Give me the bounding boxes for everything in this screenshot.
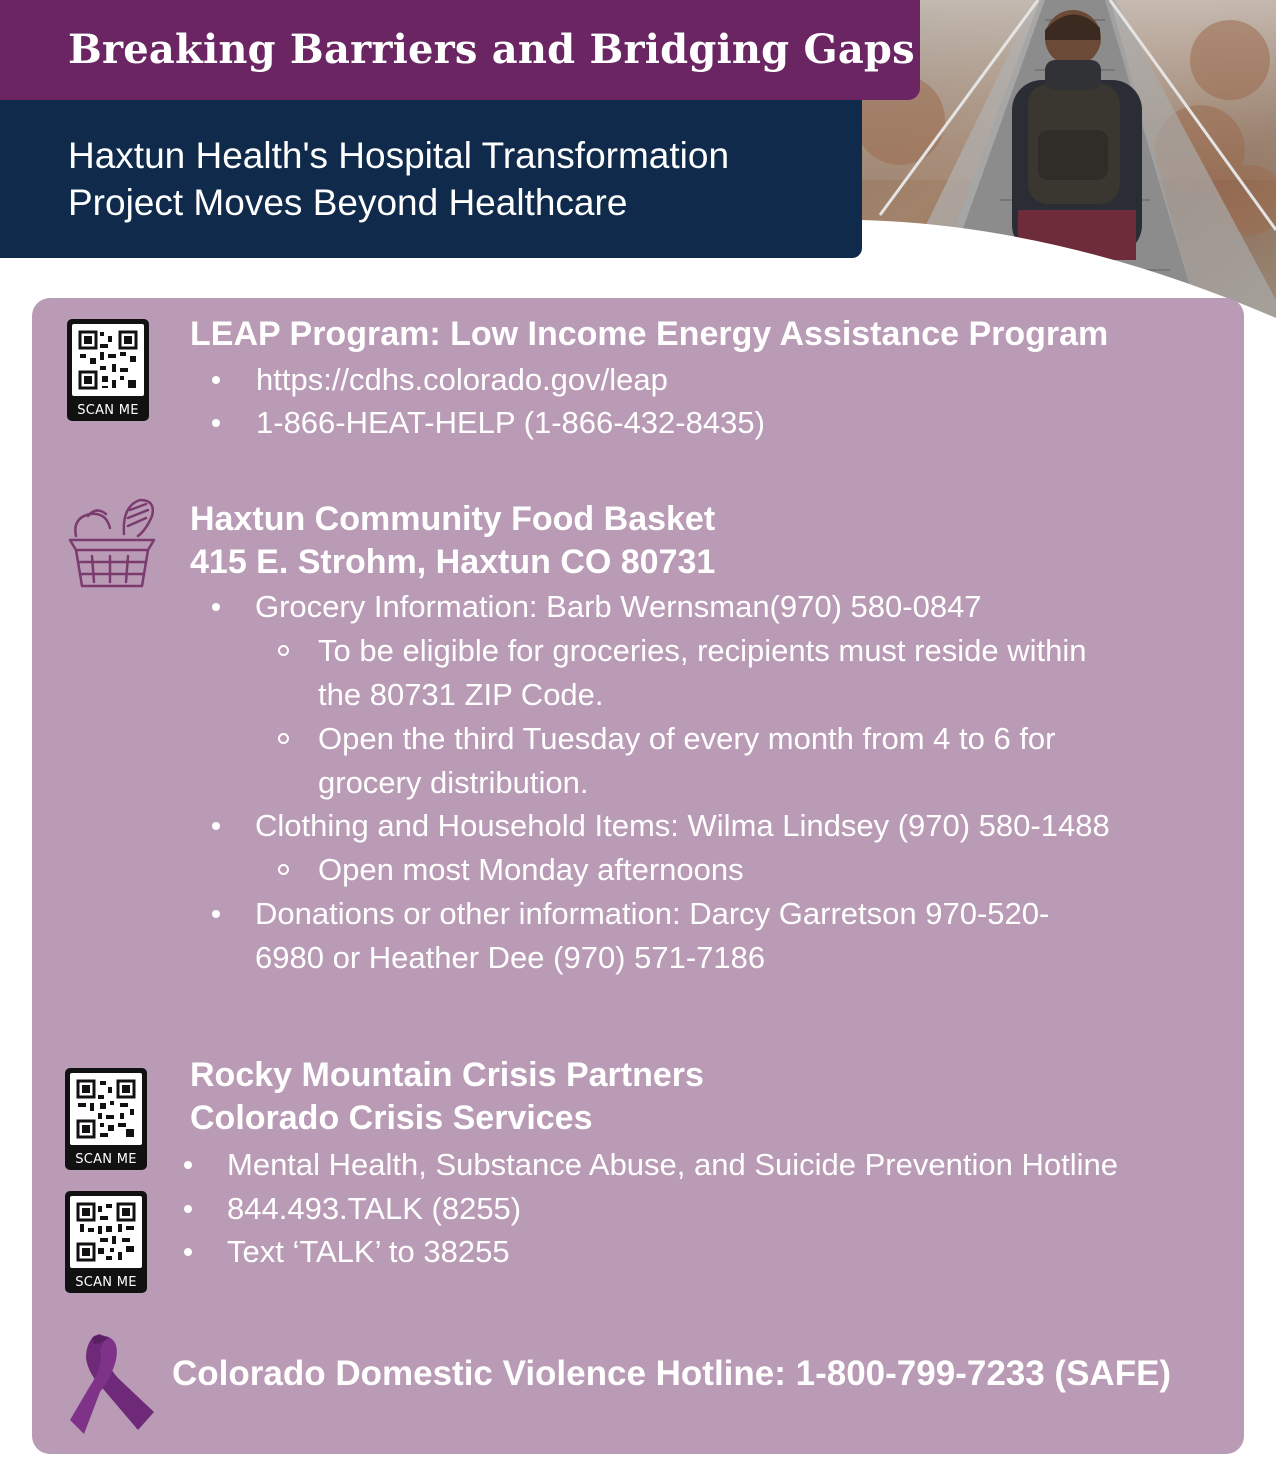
page-title: Breaking Barriers and Bridging Gaps (68, 26, 915, 73)
food-basket-icon (66, 496, 158, 594)
bullet-dot (184, 1248, 192, 1256)
bullet-dot (212, 419, 220, 427)
domestic-violence-hotline: Colorado Domestic Violence Hotline: 1-800-799-7233 (SAFE) (172, 1354, 1172, 1393)
subtitle-banner (0, 100, 862, 258)
qr-scan-label: SCAN ME (77, 403, 139, 418)
crisis-qr-code-1[interactable] (65, 1068, 147, 1170)
leap-phone-text: 1-866-HEAT-HELP (1-866-432-8435) (256, 405, 765, 440)
bullet-dot (184, 1205, 192, 1213)
bullet-dot (212, 822, 220, 830)
food-basket-title: Haxtun Community Food Basket (190, 500, 716, 538)
leap-website-link[interactable]: https://cdhs.colorado.gov/leap (256, 362, 668, 397)
subtitle-line-2: Project Moves Beyond Healthcare (68, 182, 628, 223)
sub-bullet-ring (278, 864, 289, 875)
subtitle-line-1: Haxtun Health's Hospital Transformation (68, 135, 730, 176)
donations-line-2: 6980 or Heather Dee (970) 571-7186 (255, 940, 766, 975)
donations-line-1: Donations or other information: Darcy Garretson 970-520- (255, 896, 1050, 931)
qr-scan-label: SCAN ME (75, 1152, 137, 1167)
qr-code-icon (72, 324, 144, 396)
grocery-schedule-line-1: Open the third Tuesday of every month from 4 to 6 for (318, 721, 1056, 756)
bullet-dot (212, 603, 220, 611)
sub-bullet-ring (278, 733, 289, 744)
leap-title: LEAP Program: Low Income Energy Assistance Program (190, 315, 1109, 353)
qr-code-icon (70, 1196, 142, 1268)
food-basket-address: 415 E. Strohm, Haxtun CO 80731 (190, 543, 716, 581)
grocery-eligibility-line-2: the 80731 ZIP Code. (318, 677, 604, 712)
qr-scan-label: SCAN ME (75, 1275, 137, 1290)
crisis-hotline-text: Mental Health, Substance Abuse, and Suicide Prevention Hotline (227, 1147, 1118, 1182)
crisis-title: Rocky Mountain Crisis Partners (190, 1056, 704, 1094)
grocery-eligibility-line-1: To be eligible for groceries, recipients must reside within (318, 633, 1087, 668)
title-banner (0, 0, 920, 100)
crisis-phone-text: 844.493.TALK (8255) (227, 1191, 522, 1226)
clothing-text: Clothing and Household Items: Wilma Lindsey (970) 580-1488 (255, 808, 1110, 843)
awareness-ribbon-icon (64, 1330, 160, 1438)
bullet-dot (212, 910, 220, 918)
qr-code-icon (70, 1073, 142, 1145)
crisis-qr-code-2[interactable] (65, 1191, 147, 1293)
bullet-dot (184, 1161, 192, 1169)
crisis-text-text: Text ‘TALK’ to 38255 (227, 1234, 510, 1269)
sub-bullet-ring (278, 645, 289, 656)
clothing-hours-text: Open most Monday afternoons (318, 852, 744, 887)
bullet-dot (212, 376, 220, 384)
page-subtitle (68, 132, 848, 226)
grocery-schedule-line-2: grocery distribution. (318, 765, 589, 800)
crisis-subtitle: Colorado Crisis Services (190, 1099, 593, 1137)
grocery-info-text: Grocery Information: Barb Wernsman(970) 580-0847 (255, 589, 982, 624)
leap-qr-code[interactable] (67, 319, 149, 421)
